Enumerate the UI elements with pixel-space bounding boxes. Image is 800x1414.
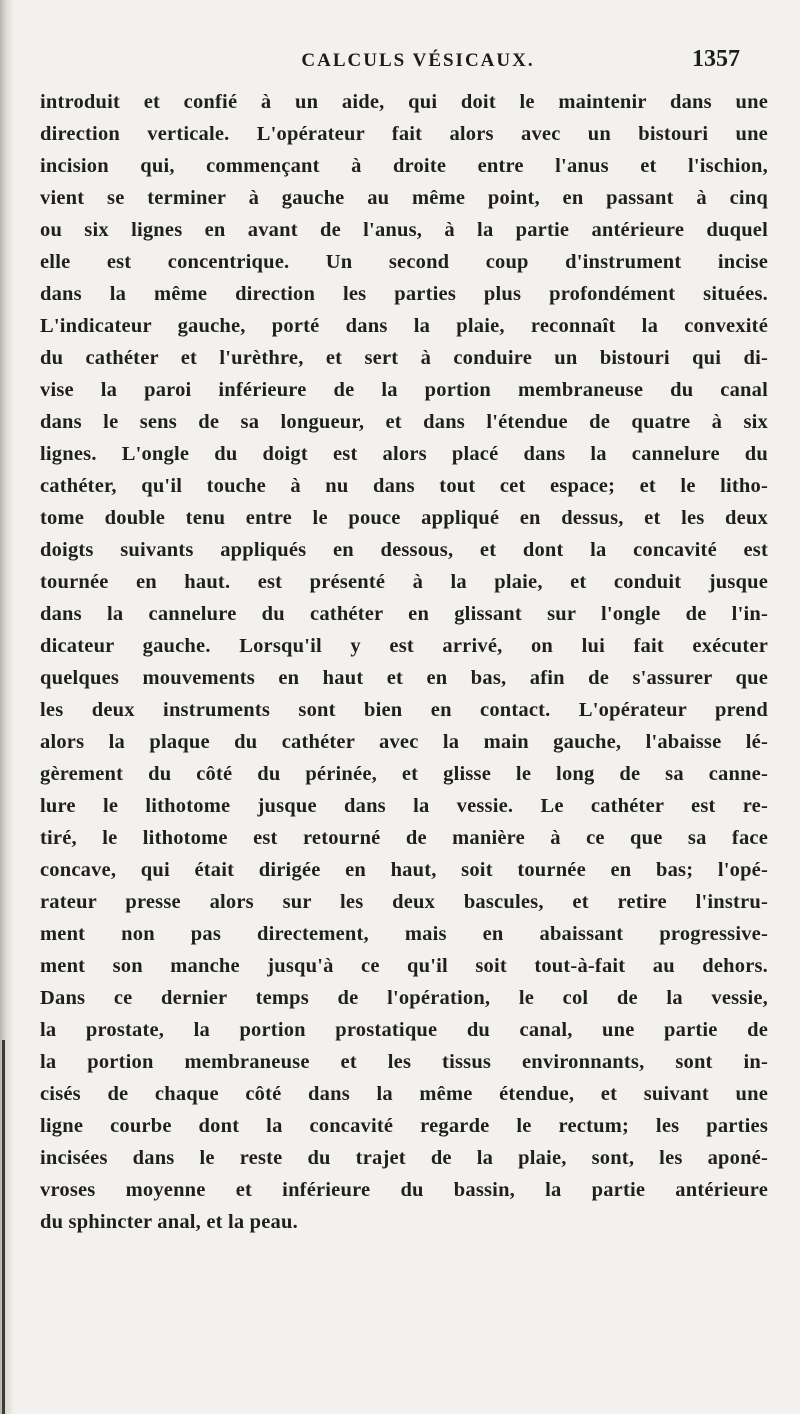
text-line: incisées dans le reste du trajet de la plaie, sont, les aponé- — [40, 1147, 768, 1169]
running-head — [36, 46, 800, 84]
text-line: dicateur gauche. Lorsqu'il y est arrivé, on lui fait exécuter — [40, 635, 768, 657]
text-line: rateur presse alors sur les deux bascules, et retire l'instru- — [40, 891, 768, 913]
text-line: ment non pas directement, mais en abaissant progressive- — [40, 923, 768, 945]
text-line: dans la cannelure du cathéter en glissant sur l'ongle de l'in- — [40, 603, 768, 625]
text-line: tournée en haut. est présenté à la plaie, et conduit jusque — [40, 571, 768, 593]
text-line-last: du sphincter anal, et la peau. — [40, 1211, 298, 1233]
text-line: du cathéter et l'urèthre, et sert à conduire un bistouri qui di- — [40, 347, 768, 369]
text-line: les deux instruments sont bien en contact. L'opérateur prend — [40, 699, 768, 721]
text-line: dans la même direction les parties plus profondément situées. — [40, 283, 768, 305]
text-line: introduit et confié à un aide, qui doit le maintenir dans une — [40, 91, 768, 113]
running-title: CALCULS VÉSICAUX. — [301, 50, 535, 71]
text-line: lignes. L'ongle du doigt est alors placé dans la cannelure du — [40, 443, 768, 465]
text-line: vroses moyenne et inférieure du bassin, la partie antérieure — [40, 1179, 768, 1201]
binding-edge — [2, 1040, 5, 1414]
text-line: tiré, le lithotome est retourné de manière à ce que sa face — [40, 827, 768, 849]
text-line: ment son manche jusqu'à ce qu'il soit tout-à-fait au dehors. — [40, 955, 768, 977]
text-line: doigts suivants appliqués en dessous, et dont la concavité est — [40, 539, 768, 561]
text-line: cathéter, qu'il touche à nu dans tout cet espace; et le litho- — [40, 475, 768, 497]
text-line: concave, qui était dirigée en haut, soit tournée en bas; l'opé- — [40, 859, 768, 881]
text-line: tome double tenu entre le pouce appliqué en dessus, et les deux — [40, 507, 768, 529]
text-line: direction verticale. L'opérateur fait alors avec un bistouri une — [40, 123, 768, 145]
text-line: lure le lithotome jusque dans la vessie. Le cathéter est re- — [40, 795, 768, 817]
text-line: la prostate, la portion prostatique du canal, une partie de — [40, 1019, 768, 1041]
text-line: ou six lignes en avant de l'anus, à la partie antérieure duquel — [40, 219, 768, 241]
page-number: 1357 — [692, 46, 740, 72]
text-line: dans le sens de sa longueur, et dans l'étendue de quatre à six — [40, 411, 768, 433]
text-line: quelques mouvements en haut et en bas, afin de s'assurer que — [40, 667, 768, 689]
body-text — [40, 86, 768, 1238]
text-line: cisés de chaque côté dans la même étendue, et suivant une — [40, 1083, 768, 1105]
text-line: ligne courbe dont la concavité regarde le rectum; les parties — [40, 1115, 768, 1137]
text-line: gèrement du côté du périnée, et glisse le long de sa canne- — [40, 763, 768, 785]
text-line: elle est concentrique. Un second coup d'instrument incise — [40, 251, 768, 273]
text-line: Dans ce dernier temps de l'opération, le col de la vessie, — [40, 987, 768, 1009]
text-line: la portion membraneuse et les tissus environnants, sont in- — [40, 1051, 768, 1073]
text-line: incision qui, commençant à droite entre l'anus et l'ischion, — [40, 155, 768, 177]
text-line: vient se terminer à gauche au même point, en passant à cinq — [40, 187, 768, 209]
text-line: L'indicateur gauche, porté dans la plaie, reconnaît la convexité — [40, 315, 768, 337]
text-line: alors la plaque du cathéter avec la main gauche, l'abaisse lé- — [40, 731, 768, 753]
text-line: vise la paroi inférieure de la portion membraneuse du canal — [40, 379, 768, 401]
